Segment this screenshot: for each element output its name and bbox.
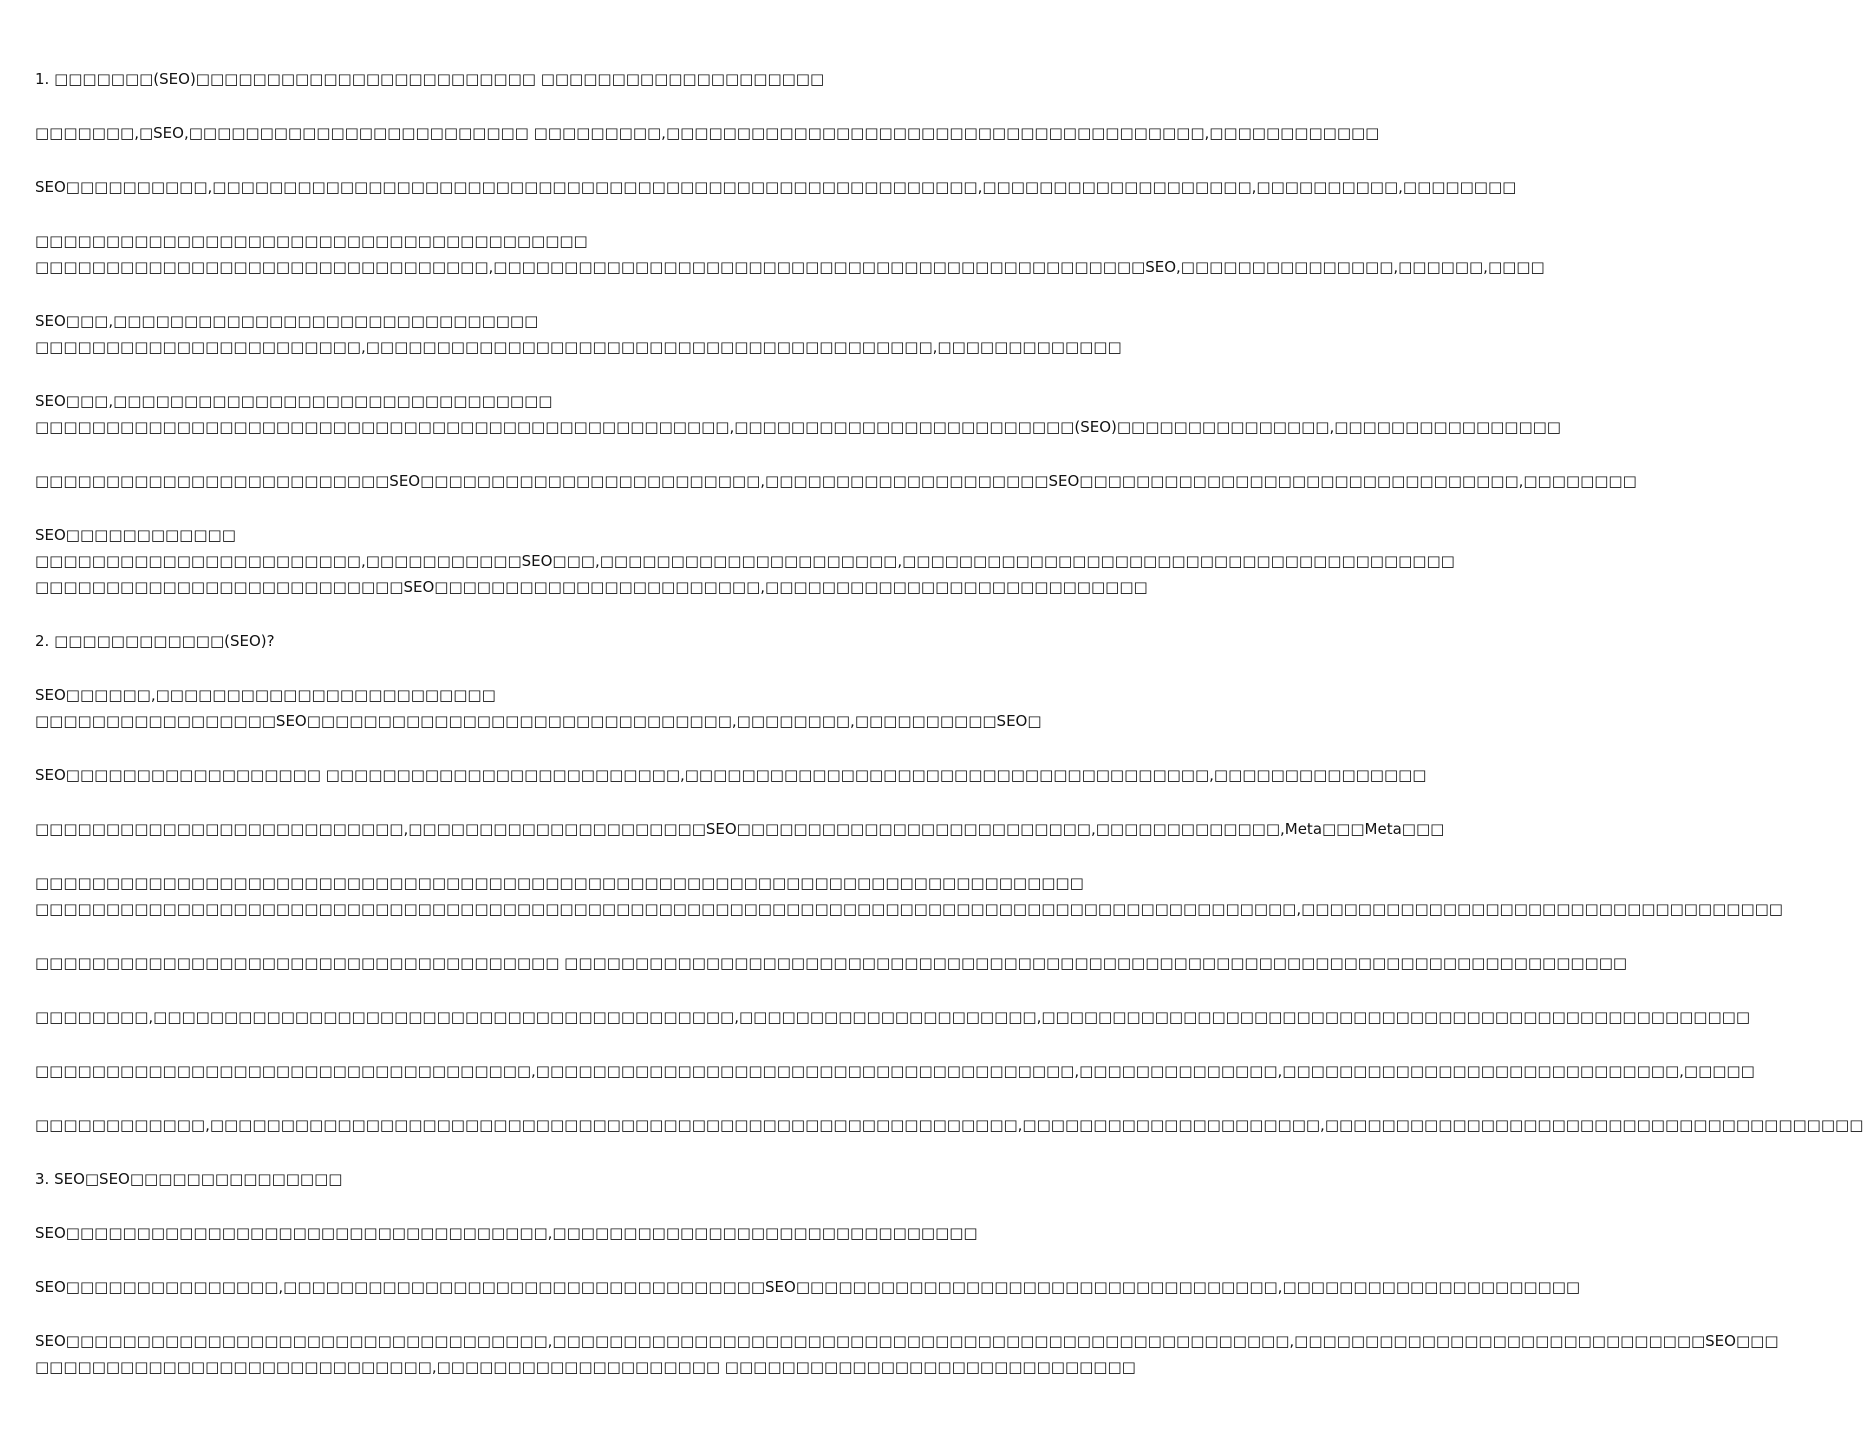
paragraph-line: 2. □□□□□□□□□□□□(SEO)? [35,632,275,650]
paragraph [35,66,990,92]
paragraph-line: □□□□□□□□□□□□□□□□□□□□□□□,□□□□□□□□□□□□□□□□□□□□□□□□□□□□□□□□□□□□□□□□,□□□□□□□□□□□□□ [35,338,1122,356]
paragraph-line: □□□□□□□□□□□□□□□□□□□□□□□□□□□□□□□□□□□□□□□□□□□□□□□□□,□□□□□□□□□□□□□□□□□□□□□□□□(SEO)□□□□□□□□□□□□□□□,□□□□□□□□□□□□□□□□ [35,418,1561,436]
paragraph-line: SEO□□□,□□□□□□□□□□□□□□□□□□□□□□□□□□□□□□□ [35,392,553,410]
paragraph [35,1274,1581,1300]
paragraph-line: SEO□□□□□□□□□□□□□□□□□□□□□□□□□□□□□□□□□□,□□□□□□□□□□□□□□□□□□□□□□□□□□□□□□□□□□□□□□□□□□□□□□□□□□□□,□□□□□□□□□□□□□□□□□□□□□□□□□□□□□SEO□□□ [35,1332,1779,1350]
paragraph-line: □□□□□□□□,□□□□□□□□□□□□□□□□□□□□□□□□□□□□□□□□□□□□□□□□□,□□□□□□□□□□□□□□□□□□□□□,□□□□□□□□□□□□□□□□□□□□□□□□□□□□□□□□□□□□□□□□□□□□□□□□□□ [35,1008,1750,1026]
paragraph-line: □□□□□□□□□□□□□□□□□□□□□□□□□□□□□□□□,□□□□□□□□□□□□□□□□□□□□□□□□□□□□□□□□□□□□□□□□□□□□□□SEO,□□□□□□□□□□□□□□□,□□□□□□,□□□□ [35,258,1545,276]
paragraph-line: □□□□□□□□□□□□□□□□□□□□□□□□□□□□,□□□□□□□□□□□□□□□□□□□□ □□□□□□□□□□□□□□□□□□□□□□□□□□□□□ [35,1358,1136,1376]
paragraph-line: □□□□□□□□□□□□□□□□□□□□□□□,□□□□□□□□□□□SEO□□□,□□□□□□□□□□□□□□□□□□□□□,□□□□□□□□□□□□□□□□□□□□□□□□□□□□□□□□□□□□□□□ [35,552,1455,570]
paragraph [35,1004,1750,1030]
paragraph [35,308,1122,360]
paragraph-line: SEO□□□□□□□□□□□□□□□□□□ □□□□□□□□□□□□□□□□□□□□□□□□□,□□□□□□□□□□□□□□□□□□□□□□□□□□□□□□□□□□□□□,□□□□□□□□□□□□□□□ [35,766,1427,784]
paragraph [35,1328,1779,1380]
paragraph-line: □□□□□□□□□□□□□□□□□□□□□□□□□□□□□□□□□□□,□□□□□□□□□□□□□□□□□□□□□□□□□□□□□□□□□□□□□□,□□□□□□□□□□□□□□,□□□□□□□□□□□□□□□□□□□□□□□□□□□□,□□□□□ [35,1062,1755,1080]
paragraph [35,762,1427,788]
document-body [35,66,1863,1408]
paragraph-line: □□□□□□□□□□□□□□□□□□□□□□□□□□□□□□□□□□□□□□□□□□□□□□□□□□□□□□□□□□□□□□□□□□□□□□□□□□□□□□□□□□□□□□□□□,□□□□□□□□□□□□□□□□□□□□□□□□□□□□□□□□□□ [35,900,1783,918]
paragraph [35,120,1380,146]
paragraph-line: □□□□□□□□□□□□□□□□□□□□□□□□□□,□□□□□□□□□□□□□□□□□□□□□SEO□□□□□□□□□□□□□□□□□□□□□□□□□,□□□□□□□□□□□□□,Meta□□□Meta□□□ [35,820,1445,838]
paragraph [35,1166,990,1192]
paragraph-line: □□□□□□□□□□□□□□□□□□□□□□□□□□□□□□□□□□□□□□□ [35,232,588,250]
paragraph-line: □□□□□□□□□□□□□□□□□□□□□□□□□□□□□□□□□□□□□□□□□□□□□□□□□□□□□□□□□□□□□□□□□□□□□□□□□□ [35,874,1084,892]
paragraph-line: SEO□□□□□□,□□□□□□□□□□□□□□□□□□□□□□□□ [35,686,496,704]
paragraph [35,870,1783,922]
paragraph-line: SEO□□□□□□□□□□□□ [35,526,236,544]
paragraph-line: □□□□□□□□□□□□□□□□□□□□□□□□□□SEO□□□□□□□□□□□□□□□□□□□□□□□,□□□□□□□□□□□□□□□□□□□□□□□□□□□ [35,578,1148,596]
paragraph-line: SEO□□□□□□□□□□,□□□□□□□□□□□□□□□□□□□□□□□□□□□□□□□□□□□□□□□□□□□□□□□□□□□□□□,□□□□□□□□□□□□□□□□□□□,□□□□□□□□□□,□□□□□□□□ [35,178,1517,196]
paragraph-line: □□□□□□□□□□□□□□□□□SEO□□□□□□□□□□□□□□□□□□□□□□□□□□□□□□,□□□□□□□□,□□□□□□□□□□SEO□ [35,712,1042,730]
paragraph [35,228,1545,280]
paragraph [35,174,1517,200]
paragraph [35,1112,1863,1138]
paragraph [35,388,1561,440]
paragraph [35,522,1455,600]
paragraph-line: □□□□□□□□□□□□□□□□□□□□□□□□□SEO□□□□□□□□□□□□□□□□□□□□□□□□,□□□□□□□□□□□□□□□□□□□□SEO□□□□□□□□□□□□□□□□□□□□□□□□□□□□□□□,□□□□□□□□ [35,472,1637,490]
paragraph-line: □□□□□□□□□□□□,□□□□□□□□□□□□□□□□□□□□□□□□□□□□□□□□□□□□□□□□□□□□□□□□□□□□□□□□□,□□□□□□□□□□□□□□□□□□□□□,□□□□□□□□□□□□□□□□□□□□□□□□□□□□□□□□□□□□□□ [35,1116,1863,1134]
paragraph-line: □□□□□□□□□□□□□□□□□□□□□□□□□□□□□□□□□□□□□ □□□□□□□□□□□□□□□□□□□□□□□□□□□□□□□□□□□□□□□□□□□□□□□□□□□□□□□□□□□□□□□□□□□□□□□□□□□ [35,954,1628,972]
paragraph-line: 3. SEO□SEO□□□□□□□□□□□□□□□ [35,1170,343,1188]
paragraph-line: 1. □□□□□□□(SEO)□□□□□□□□□□□□□□□□□□□□□□□□ □□□□□□□□□□□□□□□□□□□□ [35,70,825,88]
paragraph-line: SEO□□□□□□□□□□□□□□□□□□□□□□□□□□□□□□□□□□,□□□□□□□□□□□□□□□□□□□□□□□□□□□□□□ [35,1224,978,1242]
paragraph-line: SEO□□□,□□□□□□□□□□□□□□□□□□□□□□□□□□□□□□ [35,312,539,330]
paragraph-line: □□□□□□□,□SEO,□□□□□□□□□□□□□□□□□□□□□□□□ □□□□□□□□□,□□□□□□□□□□□□□□□□□□□□□□□□□□□□□□□□□□□□□□,□□□□□□□□□□□□ [35,124,1380,142]
paragraph [35,468,1637,494]
paragraph [35,1220,990,1246]
paragraph [35,682,1042,734]
paragraph [35,816,1445,842]
paragraph [35,950,1628,976]
paragraph [35,1058,1755,1084]
paragraph [35,628,990,654]
paragraph-line: SEO□□□□□□□□□□□□□□□,□□□□□□□□□□□□□□□□□□□□□□□□□□□□□□□□□□SEO□□□□□□□□□□□□□□□□□□□□□□□□□□□□□□□□□□,□□□□□□□□□□□□□□□□□□□□□ [35,1278,1581,1296]
